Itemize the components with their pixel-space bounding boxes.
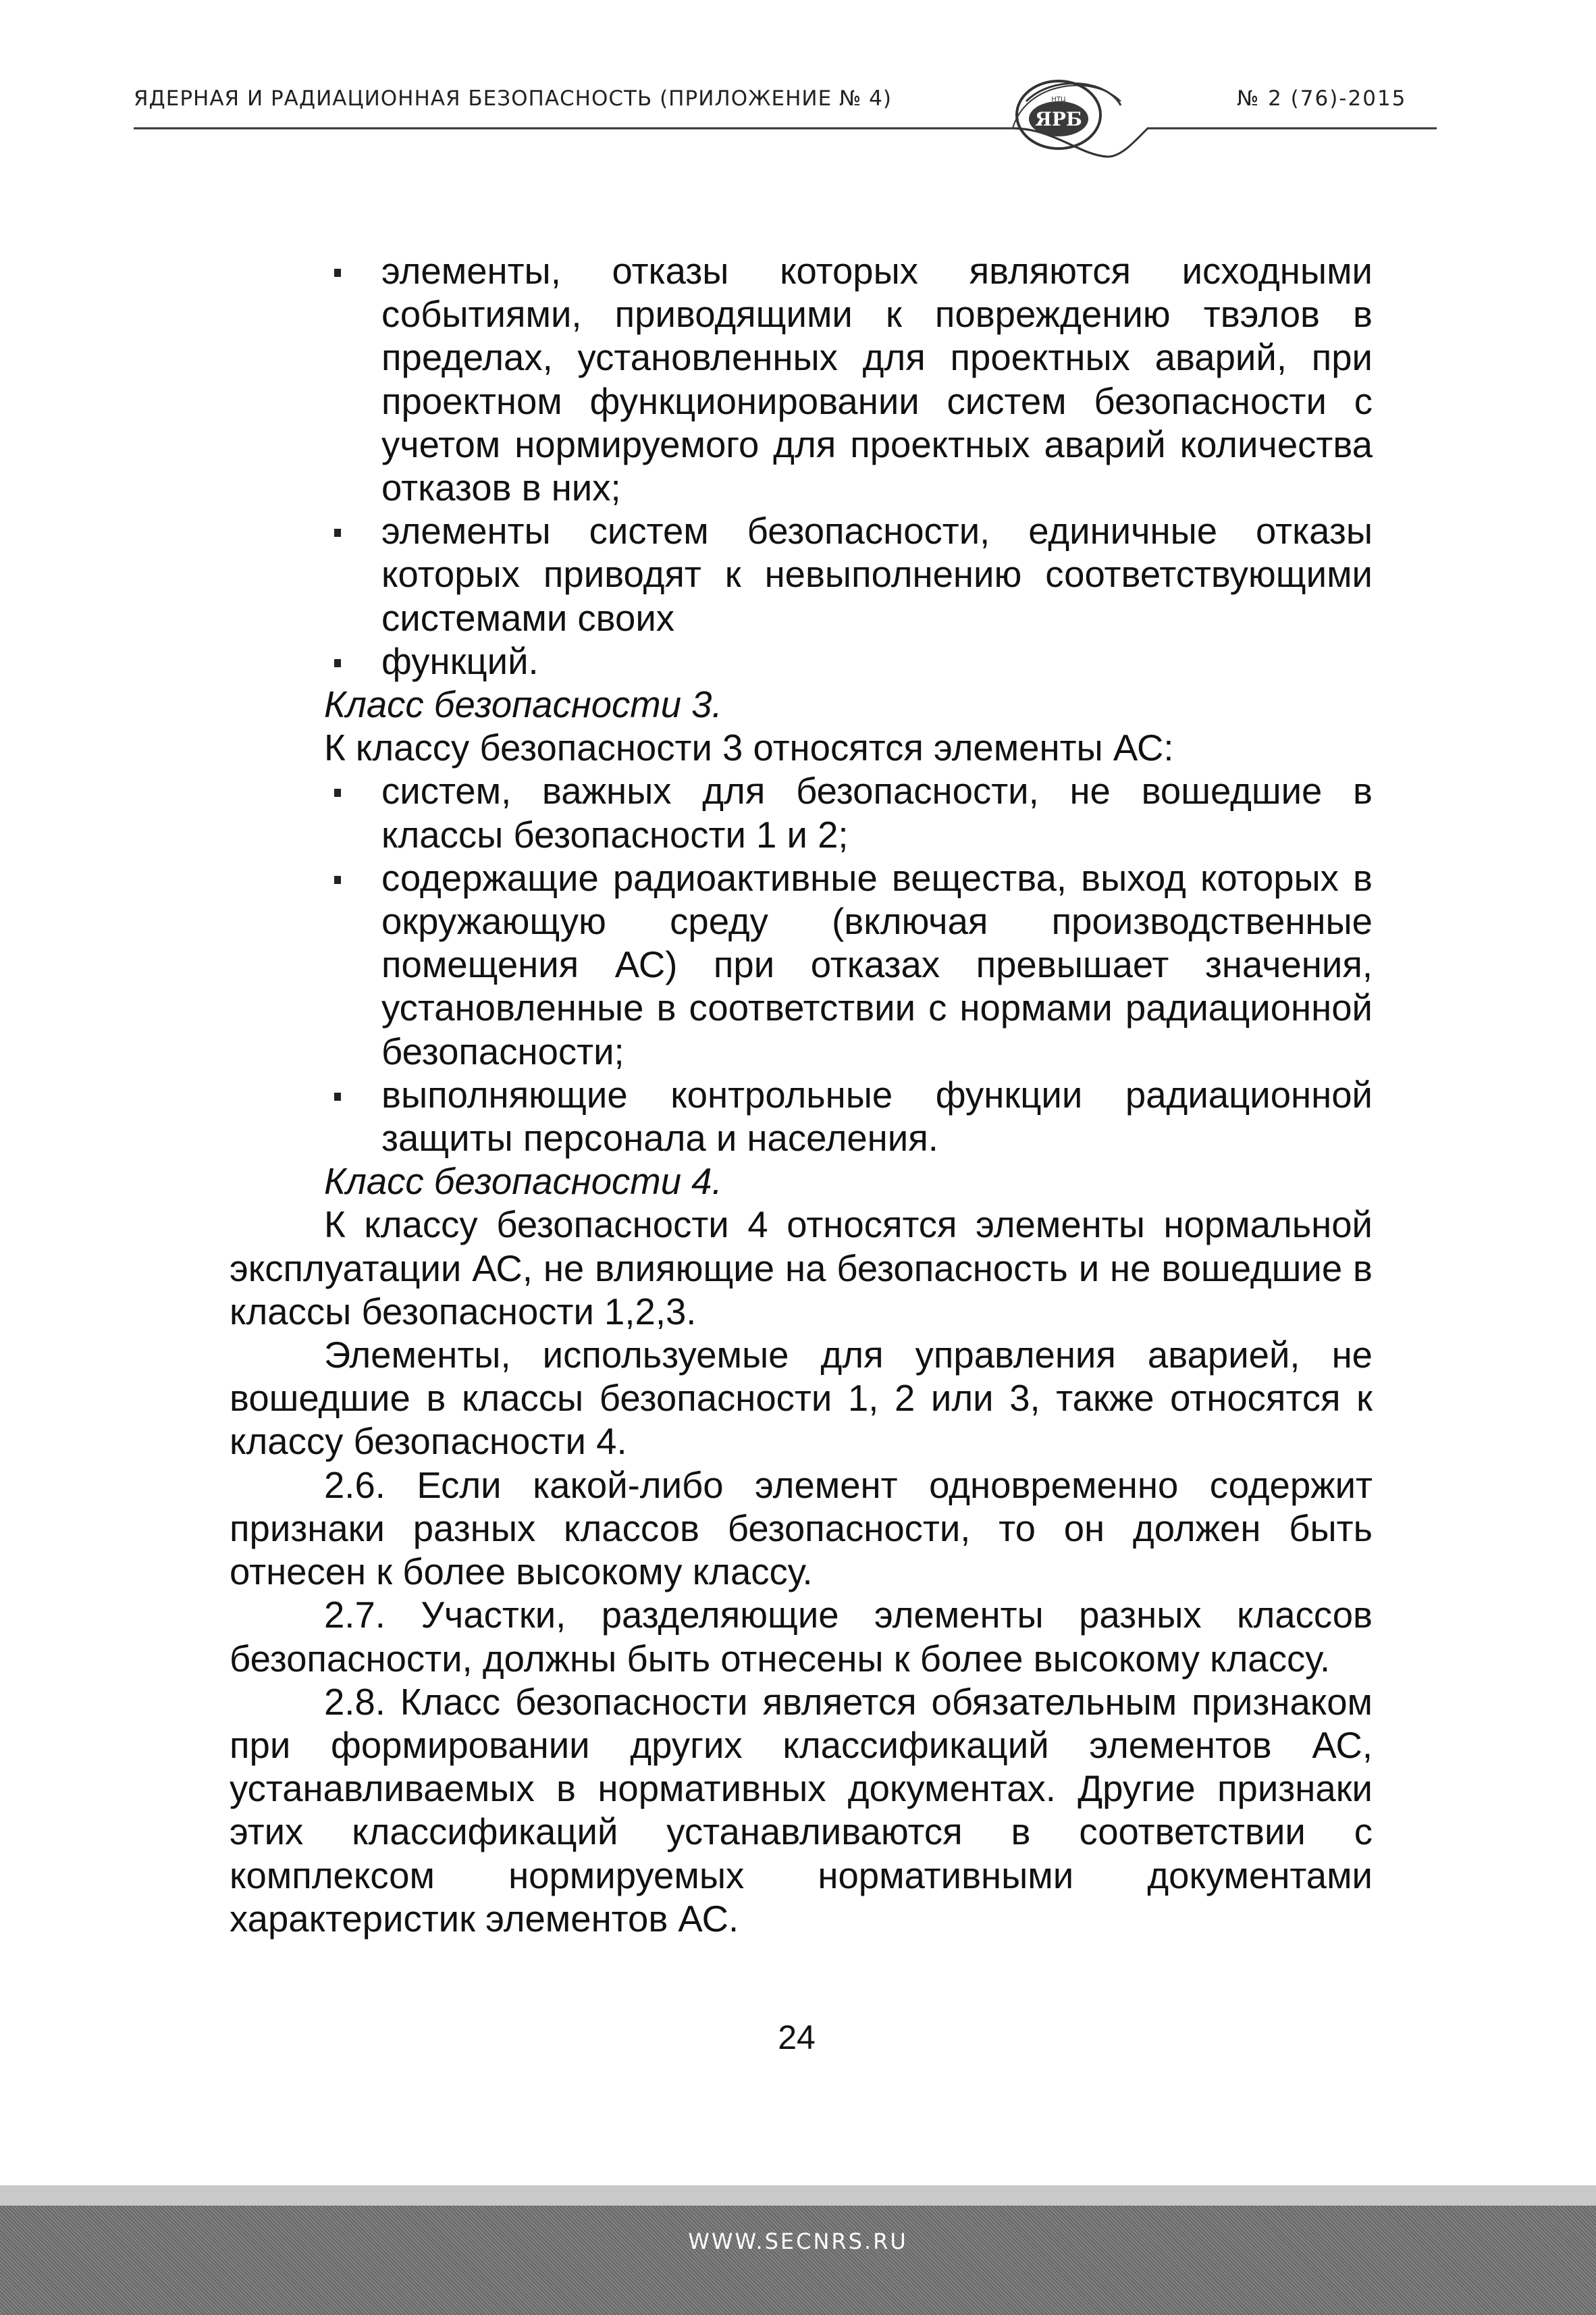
journal-title: ЯДЕРНАЯ И РАДИАЦИОННАЯ БЕЗОПАСНОСТЬ (ПРИЛОЖЕНИЕ № 4)	[134, 86, 892, 111]
list-item: систем, важных для безопасности, не вошедшие в классы безопасности 1 и 2;	[230, 770, 1373, 856]
class3-intro: К классу безопасности 3 относятся элементы АС:	[324, 727, 1174, 769]
bullet-list-class3	[230, 770, 1373, 1160]
bullet-icon	[334, 789, 341, 797]
class3-title: Класс безопасности 3.	[324, 684, 722, 726]
bullet-list-top	[230, 250, 1373, 683]
bullet-icon	[334, 876, 341, 884]
list-item: элементы, отказы которых являются исходными событиями, приводящими к повреждению твэлов в пределах, установленных для проектных аварий, при проектном функционировании систем безопасности с учетом нормируемого для проектных аварий количества отказов в них;	[230, 250, 1373, 510]
bullet-icon	[334, 269, 341, 277]
paragraph-2-6: 2.6. Если какой-либо элемент одновременно содержит признаки разных классов безопасности, то он должен быть отнесен к более высокому классу.	[230, 1464, 1373, 1593]
logo-small-text: НТЦ	[1051, 96, 1066, 103]
bullet-icon	[334, 659, 341, 667]
paragraph-2-8: 2.8. Класс безопасности является обязательным признаком при формировании других классификаций элементов АС, устанавливаемых в нормативных документах. Другие признаки этих классификаций устанавливаются в соответствии с комплексом нормируемых нормативными документами характеристик элементов АС.	[230, 1681, 1373, 1940]
class4-title: Класс безопасности 4.	[324, 1161, 722, 1203]
footer-url: WWW.SECNRS.RU	[688, 2229, 908, 2254]
logo-text: ЯРБ	[1035, 108, 1082, 130]
class4-paragraph: К классу безопасности 4 относятся элементы нормальной эксплуатации АС, не влияющие на безопасность и не вошедшие в классы безопасности 1,2,3.	[230, 1204, 1373, 1332]
list-item: выполняющие контрольные функции радиационной защиты персонала и населения.	[230, 1074, 1373, 1160]
article-body	[230, 250, 1373, 1941]
bullet-icon	[334, 529, 341, 537]
list-item: функций.	[230, 640, 1373, 683]
accident-paragraph: Элементы, используемые для управления аварией, не вошедшие в классы безопасности 1, 2 или 3, также относятся к классу безопасности 4.	[230, 1334, 1373, 1463]
issue-number: № 2 (76)-2015	[1237, 86, 1407, 111]
list-item: содержащие радиоактивные вещества, выход которых в окружающую среду (включая производственные помещения АС) при отказах превышает значения, установленные в соответствии с нормами радиационной безопасности;	[230, 857, 1373, 1074]
footer-top-band	[0, 2185, 1596, 2206]
page-header	[0, 0, 1596, 182]
paragraph-2-7: 2.7. Участки, разделяющие элементы разных классов безопасности, должны быть отнесены к более высокому классу.	[230, 1594, 1373, 1680]
page-number: 24	[778, 2019, 816, 2056]
bullet-icon	[334, 1093, 341, 1101]
list-item: элементы систем безопасности, единичные отказы которых приводят к невыполнению соответствующими системами своих	[230, 510, 1373, 640]
